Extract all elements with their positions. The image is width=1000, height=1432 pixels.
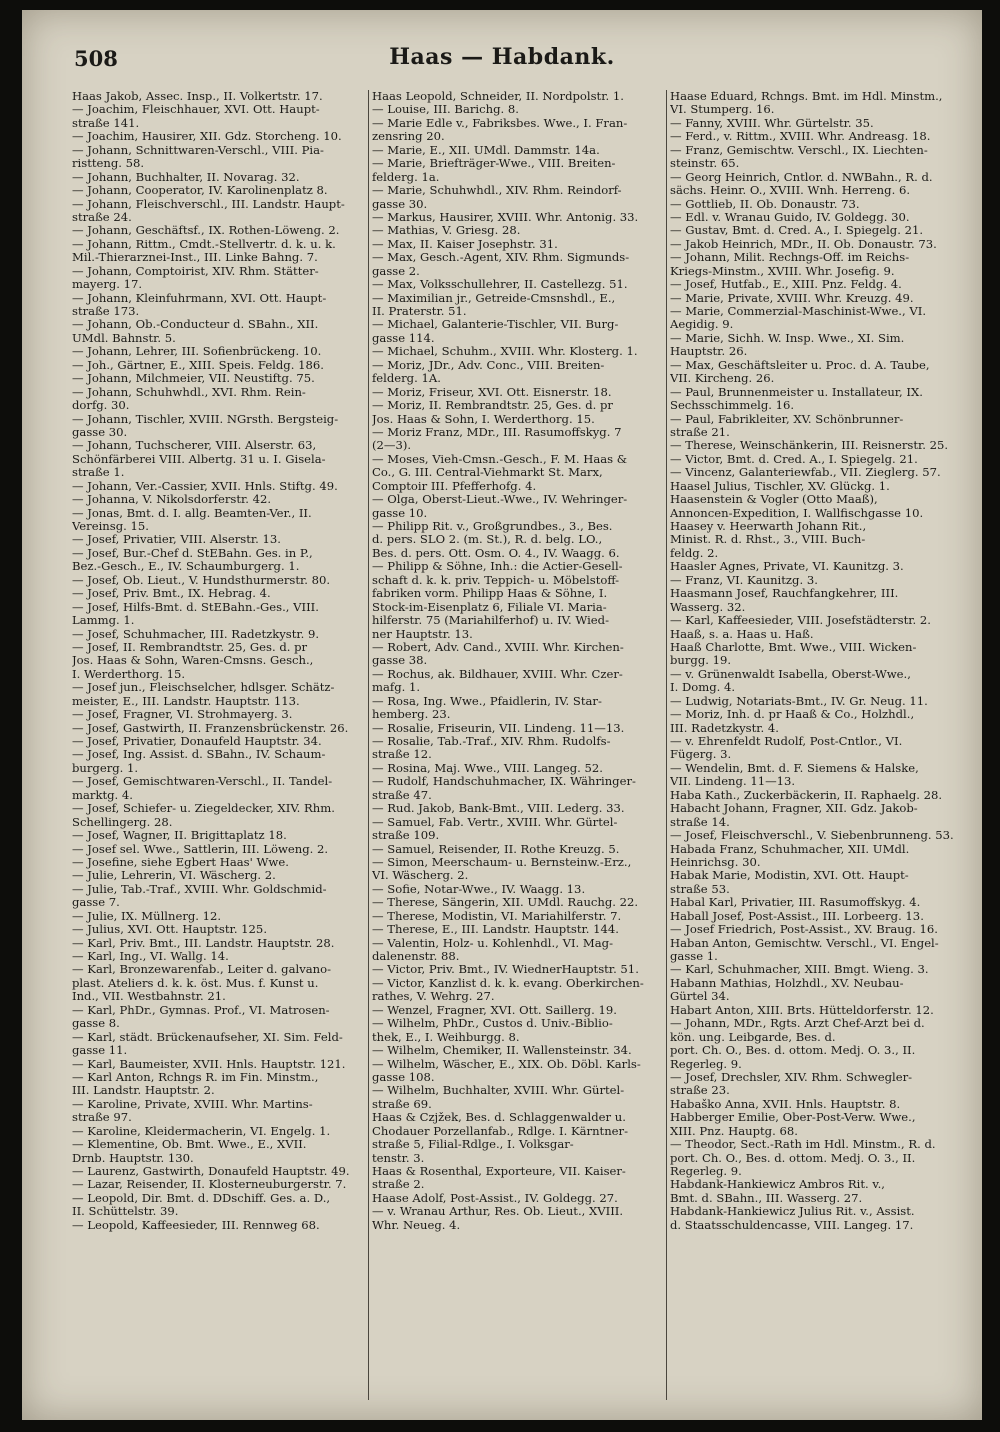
directory-line: — Johann, Comptoirist, XIV. Rhm. Stätter- — [72, 264, 319, 278]
directory-line: Haas Jakob, Assec. Insp., II. Volkertstr. 17. — [72, 90, 323, 103]
directory-line: — Robert, Adv. Cand., XVIII. Whr. Kirchen- — [372, 640, 624, 654]
directory-line: Gürtel 34. — [670, 990, 730, 1004]
directory-line: — Wilhelm, PhDr., Custos d. Univ.-Biblio- — [372, 1017, 613, 1031]
directory-line: Drnb. Hauptstr. 130. — [72, 1151, 194, 1165]
directory-line: Lammg. 1. — [72, 614, 135, 628]
directory-line: — Rochus, ak. Bildhauer, XVIII. Whr. Czer- — [372, 667, 623, 681]
directory-line: — Josef jun., Fleischselcher, hdlsger. Schätz- — [72, 681, 335, 695]
directory-line: — Karl, städt. Brückenaufseher, XI. Sim. Feld- — [72, 1030, 343, 1044]
directory-line: — Johann, Fleischverschl., III. Landstr. Haupt- — [72, 197, 345, 211]
directory-line: — Joachim, Fleischhauer, XVI. Ott. Haupt- — [72, 103, 320, 117]
directory-line: zensring 20. — [372, 130, 445, 144]
directory-line: meister, E., III. Landstr. Hauptstr. 113. — [72, 694, 300, 708]
directory-line: — Josef, II. Rembrandtstr. 25, Ges. d. pr — [72, 640, 308, 654]
directory-line: — Leopold, Dir. Bmt. d. DDschiff. Ges. a. D., — [72, 1191, 331, 1205]
directory-line: — Josef, Fragner, VI. Strohmayerg. 3. — [72, 708, 293, 722]
directory-line: Habal Karl, Privatier, III. Rasumoffskyg. 4. — [670, 896, 921, 910]
directory-line: — Max, Volksschullehrer, II. Castellezg. 51. — [372, 278, 628, 292]
directory-line: — Paul, Fabrikleiter, XV. Schönbrunner- — [670, 412, 904, 426]
directory-line: — Moses, Vieh-Cmsn.-Gesch., F. M. Haas & — [372, 452, 628, 466]
directory-line: Minist. R. d. Rhst., 3., VIII. Buch- — [670, 533, 866, 547]
directory-line: — Gottlieb, II. Ob. Donaustr. 73. — [670, 197, 860, 211]
directory-line: — Karoline, Private, XVIII. Whr. Martins- — [72, 1097, 313, 1111]
directory-line: — Julie, Tab.-Traf., XVIII. Whr. Goldschmid- — [72, 882, 327, 896]
directory-line: — Karl, Baumeister, XVII. Hnls. Hauptstr. 121. — [72, 1057, 346, 1071]
directory-line: dalenenstr. 88. — [372, 950, 460, 963]
directory-line: — Wenzel, Fragner, XVI. Ott. Saillerg. 19. — [372, 1003, 617, 1017]
directory-line: straße 14. — [670, 815, 730, 829]
directory-line: — Karoline, Kleidermacherin, VI. Engelg. 1. — [72, 1124, 331, 1138]
directory-line: — Josef Friedrich, Post-Assist., XV. Braug. 16. — [670, 923, 938, 937]
directory-line: — Marie, Commerzial-Maschinist-Wwe., VI. — [670, 305, 927, 318]
directory-line: Bmt. d. SBahn., III. Wasserg. 27. — [670, 1191, 863, 1205]
directory-line: Heinrichsg. 30. — [670, 855, 761, 869]
directory-line: — Franz, Gemischtw. Verschl., IX. Liechten- — [670, 143, 928, 157]
directory-line: — Marie, Private, XVIII. Whr. Kreuzg. 49. — [670, 291, 914, 305]
directory-line: Bes. d. pers. Ott. Osm. O. 4., IV. Waagg. 6. — [372, 546, 620, 560]
directory-line: Regerleg. 9. — [670, 1057, 742, 1071]
directory-line: — Marie Edle v., Fabriksbes. Wwe., I. Fran- — [372, 116, 628, 130]
directory-line: — Michael, Schuhm., XVIII. Whr. Klosterg. 1. — [372, 345, 638, 359]
directory-line: Co., G. III. Central-Viehmarkt St. Marx, — [372, 466, 603, 480]
directory-line: — Josef, Privatier, Donaufeld Hauptstr. 34. — [72, 735, 322, 748]
directory-line: dorfg. 30. — [72, 399, 130, 413]
directory-line: — Josef, Hutfab., E., XIII. Pnz. Feldg. 4. — [670, 278, 902, 292]
directory-line: Kriegs-Minstm., XVIII. Whr. Josefig. 9. — [670, 264, 895, 278]
directory-line: — Rud. Jakob, Bank-Bmt., VIII. Lederg. 33. — [372, 802, 625, 816]
directory-line: — v. Wranau Arthur, Res. Ob. Lieut., XVIII. — [372, 1205, 624, 1219]
directory-line: — Samuel, Reisender, II. Rothe Kreuzg. 5. — [372, 842, 620, 856]
directory-line: — Mathias, V. Griesg. 28. — [372, 224, 521, 238]
directory-line: — Johann, Schnittwaren-Verschl., VIII. Pia- — [72, 143, 324, 157]
directory-line: straße 97. — [72, 1111, 132, 1125]
directory-line: — Jakob Heinrich, MDr., II. Ob. Donaustr. 73. — [670, 237, 937, 251]
directory-line: — Josef, Priv. Bmt., IX. Hebrag. 4. — [72, 587, 271, 601]
directory-line: — Johann, Kleinfuhrmann, XVI. Ott. Haupt- — [72, 291, 327, 305]
directory-line: — Karl, PhDr., Gymnas. Prof., VI. Matrosen- — [72, 1003, 330, 1017]
directory-line: — Karl, Priv. Bmt., III. Landstr. Hauptstr. 28. — [72, 936, 335, 950]
directory-line: Haas & Rosenthal, Exporteure, VII. Kaiser- — [372, 1165, 626, 1178]
directory-line: Bez.-Gesch., E., IV. Schaumburgerg. 1. — [72, 560, 300, 574]
directory-line: d. pers. SLO 2. (m. St.), R. d. belg. LO., — [372, 533, 603, 547]
directory-line: XIII. Pnz. Hauptg. 68. — [670, 1124, 798, 1138]
directory-line: — Rudolf, Handschuhmacher, IX. Währinger- — [372, 775, 636, 789]
directory-line: straße 173. — [72, 305, 140, 318]
directory-line: gasse 2. — [372, 264, 420, 278]
directory-line: — Josef, Privatier, VIII. Alserstr. 13. — [72, 533, 281, 547]
directory-line: Whr. Neueg. 4. — [372, 1218, 461, 1232]
directory-line: Haasenstein & Vogler (Otto Maaß), — [670, 493, 878, 507]
directory-line: straße 69. — [372, 1097, 432, 1111]
directory-line: gasse 7. — [72, 896, 120, 910]
directory-line: — Josef, Fleischverschl., V. Siebenbrunneng. 53. — [670, 829, 954, 843]
directory-line: — Franz, VI. Kaunitzg. 3. — [670, 573, 818, 587]
directory-line: Haban Anton, Gemischtw. Verschl., VI. Engel- — [670, 936, 939, 950]
directory-line: Comptoir III. Pfefferhofg. 4. — [372, 479, 537, 493]
directory-line: — Johann, Schuhwhdl., XVI. Rhm. Rein- — [72, 385, 306, 399]
directory-line: — Josef, Bur.-Chef d. StEBahn. Ges. in P., — [72, 546, 313, 560]
directory-line: — Josef, Gemischtwaren-Verschl., II. Tandel- — [72, 775, 333, 789]
directory-line: straße 12. — [372, 748, 432, 762]
directory-line: — Maximilian jr., Getreide-Cmsnshdl., E., — [372, 291, 616, 305]
directory-line: Haaß, s. a. Haas u. Haß. — [670, 627, 814, 641]
directory-line: — Josef, Ing. Assist. d. SBahn., IV. Schaum- — [72, 748, 326, 762]
running-head: Haas — Habdank. — [389, 44, 615, 70]
directory-line: — Theodor, Sect.-Rath im Hdl. Minstm., R. d. — [670, 1138, 936, 1152]
directory-line: — Philipp & Söhne, Inh.: die Actier-Gesell- — [372, 560, 623, 574]
directory-line: — Rosalie, Tab.-Traf., XIV. Rhm. Rudolfs- — [372, 735, 611, 748]
directory-line: — Moriz, Inh. d. pr Haaß & Co., Holzhdl., — [670, 708, 915, 722]
directory-line: III. Radetzkystr. 4. — [670, 721, 779, 735]
directory-line: Chodauer Porzellanfab., Rdlge. I. Kärntner- — [372, 1124, 628, 1138]
directory-line: — Josef, Ob. Lieut., V. Hundsthurmerstr. 80. — [72, 573, 331, 587]
directory-line: gasse 1. — [670, 950, 718, 963]
directory-line: — Vincenz, Galanteriewfab., VII. Zieglerg. 57. — [670, 466, 941, 480]
directory-line: — Moriz, JDr., Adv. Conc., VIII. Breiten- — [372, 358, 605, 372]
directory-line: rathes, V. Wehrg. 27. — [372, 990, 495, 1004]
directory-line: — Rosa, Ing. Wwe., Pfaidlerin, IV. Star- — [372, 694, 602, 708]
directory-line: — Rosina, Maj. Wwe., VIII. Langeg. 52. — [372, 761, 603, 775]
directory-line: — Klementine, Ob. Bmt. Wwe., E., XVII. — [72, 1138, 307, 1152]
directory-line: Habdank-Hankiewicz Ambros Rit. v., — [670, 1178, 885, 1192]
directory-line: gasse 8. — [72, 1017, 120, 1031]
directory-line: mayerg. 17. — [72, 278, 143, 292]
directory-line: — Josef, Drechsler, XIV. Rhm. Schwegler- — [670, 1070, 913, 1084]
directory-line: Haasler Agnes, Private, VI. Kaunitzg. 3. — [670, 560, 904, 574]
entry-column-3 — [670, 90, 962, 1232]
directory-line: — Karl, Schuhmacher, XIII. Bmgt. Wieng. 3. — [670, 963, 929, 977]
directory-line: — Simon, Meerschaum- u. Bernsteinw.-Erz., — [372, 855, 632, 869]
directory-line: — Josef, Hilfs-Bmt. d. StEBahn.-Ges., VIII. — [72, 600, 319, 614]
directory-line: hemberg. 23. — [372, 708, 451, 722]
directory-line: — Max, Gesch.-Agent, XIV. Rhm. Sigmunds- — [372, 251, 630, 265]
directory-line: gasse 30. — [372, 197, 428, 211]
directory-line: gasse 38. — [372, 654, 428, 668]
directory-line: straße 23. — [670, 1084, 730, 1098]
directory-line: — Olga, Oberst-Lieut.-Wwe., IV. Wehringer- — [372, 493, 628, 507]
directory-line: — Therese, Weinschänkerin, III. Reisnerstr. 25. — [670, 439, 949, 453]
directory-line: — Sofie, Notar-Wwe., IV. Waagg. 13. — [372, 882, 586, 896]
directory-line: — Marie, Schuhwhdl., XIV. Rhm. Reindorf- — [372, 184, 622, 198]
directory-line: I. Werderthorg. 15. — [72, 667, 186, 681]
directory-line: — Johann, Ver.-Cassier, XVII. Hnls. Stiftg. 49. — [72, 479, 338, 493]
directory-line: Stock-im-Eisenplatz 6, Filiale VI. Maria- — [372, 600, 607, 614]
directory-line: — Johann, Milchmeier, VII. Neustiftg. 75. — [72, 372, 315, 386]
directory-line: Haasey v. Heerwarth Johann Rit., — [670, 520, 867, 533]
directory-line: — Julius, XVI. Ott. Hauptstr. 125. — [72, 923, 267, 937]
directory-line: burgg. 19. — [670, 654, 732, 668]
directory-line: burgerg. 1. — [72, 761, 139, 775]
directory-line: Haba Kath., Zuckerbäckerin, II. Raphaelg. 28. — [670, 788, 943, 802]
directory-line: — Karl, Bronzewarenfab., Leiter d. galvano- — [72, 963, 332, 977]
directory-line: — Josef, Schuhmacher, III. Radetzkystr. 9. — [72, 627, 320, 641]
directory-line: Schönfärberei VIII. Albertg. 31 u. I. Gisela- — [72, 452, 326, 466]
column-divider — [666, 90, 667, 1400]
directory-line: — Max, Geschäftsleiter u. Proc. d. A. Taube, — [670, 358, 930, 372]
directory-line: — Victor, Bmt. d. Cred. A., I. Spiegelg. 21. — [670, 452, 918, 466]
directory-line: — Johann, Ob.-Conducteur d. SBahn., XII. — [72, 318, 319, 332]
directory-line: — v. Ehrenfeldt Rudolf, Post-Cntlor., VI. — [670, 735, 903, 748]
directory-line: straße 109. — [372, 829, 440, 843]
directory-line: sächs. Heinr. O., XVIII. Wnh. Herreng. 6. — [670, 184, 911, 198]
directory-line: Haase Adolf, Post-Assist., IV. Goldegg. 27. — [372, 1191, 618, 1205]
directory-line: mafg. 1. — [372, 681, 421, 695]
directory-line: — Marie, E., XII. UMdl. Dammstr. 14a. — [372, 143, 600, 157]
directory-line: fabriken vorm. Philipp Haas & Söhne, I. — [372, 587, 608, 601]
directory-line: — Ferd., v. Rittm., XVIII. Whr. Andreasg. 18. — [670, 130, 931, 144]
directory-line: — Johanna, V. Nikolsdorferstr. 42. — [72, 493, 272, 507]
directory-line: — Victor, Kanzlist d. k. k. evang. Oberkirchen- — [372, 976, 644, 990]
directory-line: II. Praterstr. 51. — [372, 305, 467, 318]
directory-line: Vereinsg. 15. — [72, 520, 149, 533]
directory-line: Haas Leopold, Schneider, II. Nordpolstr. 1. — [372, 90, 624, 103]
directory-page — [22, 10, 982, 1420]
directory-line: — Max, II. Kaiser Josephstr. 31. — [372, 237, 558, 251]
directory-line: — Johann, Lehrer, III. Sofienbrückeng. 10. — [72, 345, 322, 359]
column-divider — [368, 90, 369, 1400]
directory-line: Habart Anton, XIII. Brts. Hütteldorferstr. 12. — [670, 1003, 934, 1017]
directory-line: — Wilhelm, Chemiker, II. Wallensteinstr. 34. — [372, 1044, 632, 1058]
directory-line: Jos. Haas & Sohn, I. Werderthorg. 15. — [372, 412, 595, 426]
directory-line: feldg. 2. — [670, 546, 719, 560]
directory-line: Habak Marie, Modistin, XVI. Ott. Haupt- — [670, 869, 909, 883]
directory-line: — Victor, Priv. Bmt., IV. WiednerHauptstr. 51. — [372, 963, 639, 977]
directory-line: Wasserg. 32. — [670, 600, 746, 614]
directory-line: gasse 108. — [372, 1070, 435, 1084]
directory-line: — Wilhelm, Buchhalter, XVIII. Whr. Gürtel- — [372, 1084, 625, 1098]
directory-line: — Georg Heinrich, Cntlor. d. NWBahn., R. d. — [670, 170, 933, 184]
directory-line: — Moriz Franz, MDr., III. Rasumoffskyg. 7 — [372, 425, 622, 439]
directory-line: — Karl, Ing., VI. Wallg. 14. — [72, 950, 229, 963]
directory-line: VI. Stumperg. 16. — [670, 103, 775, 117]
directory-line: — Josef, Schiefer- u. Ziegeldecker, XIV. Rhm. — [72, 802, 335, 816]
directory-line: Aegidig. 9. — [670, 318, 734, 332]
directory-line: Habdank-Hankiewicz Julius Rit. v., Assist. — [670, 1205, 915, 1219]
directory-line: kön. ung. Leibgarde, Bes. d. — [670, 1030, 836, 1044]
directory-line: (2—3). — [372, 439, 412, 453]
directory-line: — Samuel, Fab. Vertr., XVIII. Whr. Gürtel- — [372, 815, 618, 829]
directory-line: Habaško Anna, XVII. Hnls. Hauptstr. 8. — [670, 1097, 901, 1111]
directory-line: — Leopold, Kaffeesieder, III. Rennweg 68. — [72, 1218, 320, 1232]
directory-line: marktg. 4. — [72, 788, 133, 802]
directory-line: schaft d. k. k. priv. Teppich- u. Möbelstoff- — [372, 573, 620, 587]
directory-line: — Moriz, II. Rembrandtstr. 25, Ges. d. pr — [372, 399, 613, 413]
directory-line: — Philipp Rit. v., Großgrundbes., 3., Bes. — [372, 520, 613, 533]
directory-line: straße 24. — [72, 210, 132, 224]
directory-line: Habada Franz, Schuhmacher, XII. UMdl. — [670, 842, 910, 856]
directory-line: — Ludwig, Notariats-Bmt., IV. Gr. Neug. 11. — [670, 694, 928, 708]
directory-line: — Johann, Geschäftsf., IX. Rothen-Löweng. 2. — [72, 224, 340, 238]
directory-line: steinstr. 65. — [670, 157, 740, 171]
directory-line: Ind., VII. Westbahnstr. 21. — [72, 990, 226, 1004]
directory-line: Annoncen-Expedition, I. Wallfischgasse 10. — [670, 506, 924, 520]
directory-line: Habacht Johann, Fragner, XII. Gdz. Jakob- — [670, 802, 918, 816]
directory-line: — Johann, Buchhalter, II. Novarag. 32. — [72, 170, 300, 184]
directory-line: — Johann, MDr., Rgts. Arzt Chef-Arzt bei d. — [670, 1017, 925, 1031]
directory-line: gasse 30. — [72, 425, 128, 439]
directory-line: Fügerg. 3. — [670, 748, 732, 762]
directory-line: straße 53. — [670, 882, 730, 896]
entry-column-1 — [72, 90, 364, 1232]
directory-line: gasse 10. — [372, 506, 428, 520]
directory-line: — Josefine, siehe Egbert Haas' Wwe. — [72, 855, 289, 869]
directory-line: — Josef sel. Wwe., Sattlerin, III. Löweng. 2. — [72, 842, 329, 856]
directory-line: — Paul, Brunnenmeister u. Installateur, IX. — [670, 385, 923, 399]
directory-line: straße 2. — [372, 1178, 425, 1192]
directory-line: — Gustav, Bmt. d. Cred. A., I. Spiegelg. 21. — [670, 224, 924, 238]
directory-line: Sechsschimmelg. 16. — [670, 399, 795, 413]
directory-line: thek, E., I. Weihburgg. 8. — [372, 1030, 520, 1044]
directory-line: Haas & Czjžek, Bes. d. Schlaggenwalder u. — [372, 1111, 626, 1125]
directory-line: — Wendelin, Bmt. d. F. Siemens & Halske, — [670, 761, 919, 775]
directory-line: — Joh., Gärtner, E., XIII. Speis. Feldg. 186. — [72, 358, 324, 372]
directory-line: felderg. 1A. — [372, 372, 441, 386]
directory-line: — v. Grünenwaldt Isabella, Oberst-Wwe., — [670, 667, 911, 681]
directory-line: UMdl. Bahnstr. 5. — [72, 331, 176, 345]
directory-line: — Johann, Milit. Rechngs-Off. im Reichs- — [670, 251, 910, 265]
directory-line: Haasel Julius, Tischler, XV. Glückg. 1. — [670, 479, 890, 493]
directory-line: straße 1. — [72, 466, 125, 480]
directory-line: — Johann, Tischler, XVIII. NGrsth. Bergsteig- — [72, 412, 339, 426]
directory-line: — Lazar, Reisender, II. Klosterneuburgerstr. 7. — [72, 1178, 347, 1192]
entry-column-2 — [372, 90, 664, 1232]
directory-line: — Karl, Kaffeesieder, VIII. Josefstädterstr. 2. — [670, 614, 931, 628]
directory-line: — Joachim, Hausirer, XII. Gdz. Storcheng. 10. — [72, 130, 342, 144]
directory-line: straße 21. — [670, 425, 730, 439]
directory-line: ner Hauptstr. 13. — [372, 627, 473, 641]
directory-line: VII. Kircheng. 26. — [670, 372, 775, 386]
directory-line: straße 5, Filial-Rdlge., I. Volksgar- — [372, 1138, 574, 1152]
directory-line: I. Domg. 4. — [670, 681, 736, 695]
directory-line: Habberger Emilie, Ober-Post-Verw. Wwe., — [670, 1111, 916, 1125]
directory-line: — Moriz, Friseur, XVI. Ott. Eisnerstr. 18. — [372, 385, 612, 399]
directory-line: — Julie, Lehrerin, VI. Wäscherg. 2. — [72, 869, 276, 883]
directory-line: Jos. Haas & Sohn, Waren-Cmsns. Gesch., — [72, 654, 314, 668]
directory-line: gasse 11. — [72, 1044, 128, 1058]
directory-line: — Johann, Cooperator, IV. Karolinenplatz 8. — [72, 184, 328, 198]
directory-line: Haase Eduard, Rchngs. Bmt. im Hdl. Minstm., — [670, 90, 943, 103]
directory-line: straße 47. — [372, 788, 432, 802]
directory-line: Hauptstr. 26. — [670, 345, 748, 359]
page-number: 508 — [74, 46, 118, 71]
directory-line: — Markus, Hausirer, XVIII. Whr. Antonig. 33. — [372, 210, 639, 224]
directory-line: — Marie, Briefträger-Wwe., VIII. Breiten- — [372, 157, 616, 171]
directory-line: — Therese, Modistin, VI. Mariahilferstr. 7. — [372, 909, 622, 923]
directory-line: — Laurenz, Gastwirth, Donaufeld Hauptstr. 49. — [72, 1165, 350, 1178]
directory-line: Habann Mathias, Holzhdl., XV. Neubau- — [670, 976, 904, 990]
directory-line: — Marie, Sichh. W. Insp. Wwe., XI. Sim. — [670, 331, 905, 345]
directory-line: — Edl. v. Wranau Guido, IV. Goldegg. 30. — [670, 210, 910, 224]
directory-line: — Wilhelm, Wäscher, E., XIX. Ob. Döbl. Karls- — [372, 1057, 641, 1071]
directory-line: VII. Lindeng. 11—13. — [670, 775, 796, 789]
directory-line: VI. Wäscherg. 2. — [372, 869, 469, 883]
directory-line: port. Ch. O., Bes. d. ottom. Medj. O. 3., II. — [670, 1044, 916, 1058]
directory-line: — Valentin, Holz- u. Kohlenhdl., VI. Mag- — [372, 936, 614, 950]
directory-line: — Karl Anton, Rchngs R. im Fin. Minstm., — [72, 1070, 319, 1084]
directory-line: Regerleg. 9. — [670, 1165, 742, 1178]
directory-line: — Julie, IX. Müllnerg. 12. — [72, 909, 222, 923]
directory-line: tenstr. 3. — [372, 1151, 425, 1165]
directory-line: — Fanny, XVIII. Whr. Gürtelstr. 35. — [670, 116, 874, 130]
directory-line: — Therese, Sängerin, XII. UMdl. Rauchg. 22. — [372, 896, 639, 910]
directory-line: straße 141. — [72, 116, 140, 130]
directory-line: — Rosalie, Friseurin, VII. Lindeng. 11—13. — [372, 721, 625, 735]
directory-line: — Therese, E., III. Landstr. Hauptstr. 144. — [372, 923, 619, 937]
directory-line: Schellingerg. 28. — [72, 815, 173, 829]
directory-line: — Jonas, Bmt. d. I. allg. Beamten-Ver., II. — [72, 506, 312, 520]
directory-line: d. Staatsschuldencasse, VIII. Langeg. 17. — [670, 1218, 914, 1232]
directory-line: — Josef, Gastwirth, II. Franzensbrückenstr. 26. — [72, 721, 349, 735]
directory-line: — Johann, Tuchscherer, VIII. Alserstr. 63, — [72, 439, 317, 453]
page-header — [22, 44, 982, 84]
directory-line: gasse 114. — [372, 331, 435, 345]
directory-line: hilferstr. 75 (Mariahilferhof) u. IV. Wied- — [372, 614, 610, 628]
directory-line: — Johann, Rittm., Cmdt.-Stellvertr. d. k. u. k. — [72, 237, 336, 251]
directory-line: Haball Josef, Post-Assist., III. Lorbeerg. 13. — [670, 909, 924, 923]
directory-line: — Michael, Galanterie-Tischler, VII. Burg- — [372, 318, 619, 332]
directory-line: port. Ch. O., Bes. d. ottom. Medj. O. 3., II. — [670, 1151, 916, 1165]
directory-line: ristteng. 58. — [72, 157, 145, 171]
directory-line: III. Landstr. Hauptstr. 2. — [72, 1084, 215, 1098]
directory-line: felderg. 1a. — [372, 170, 440, 184]
directory-line: — Louise, III. Barichg. 8. — [372, 103, 519, 117]
directory-line: Mil.-Thierarznei-Inst., III. Linke Bahng. 7. — [72, 251, 318, 265]
directory-line: — Josef, Wagner, II. Brigittaplatz 18. — [72, 829, 287, 843]
directory-line: plast. Ateliers d. k. k. öst. Mus. f. Kunst u. — [72, 976, 319, 990]
directory-line: Haaß Charlotte, Bmt. Wwe., VIII. Wicken- — [670, 640, 917, 654]
directory-line: Haasmann Josef, Rauchfangkehrer, III. — [670, 587, 899, 601]
directory-line: II. Schüttelstr. 39. — [72, 1205, 179, 1219]
